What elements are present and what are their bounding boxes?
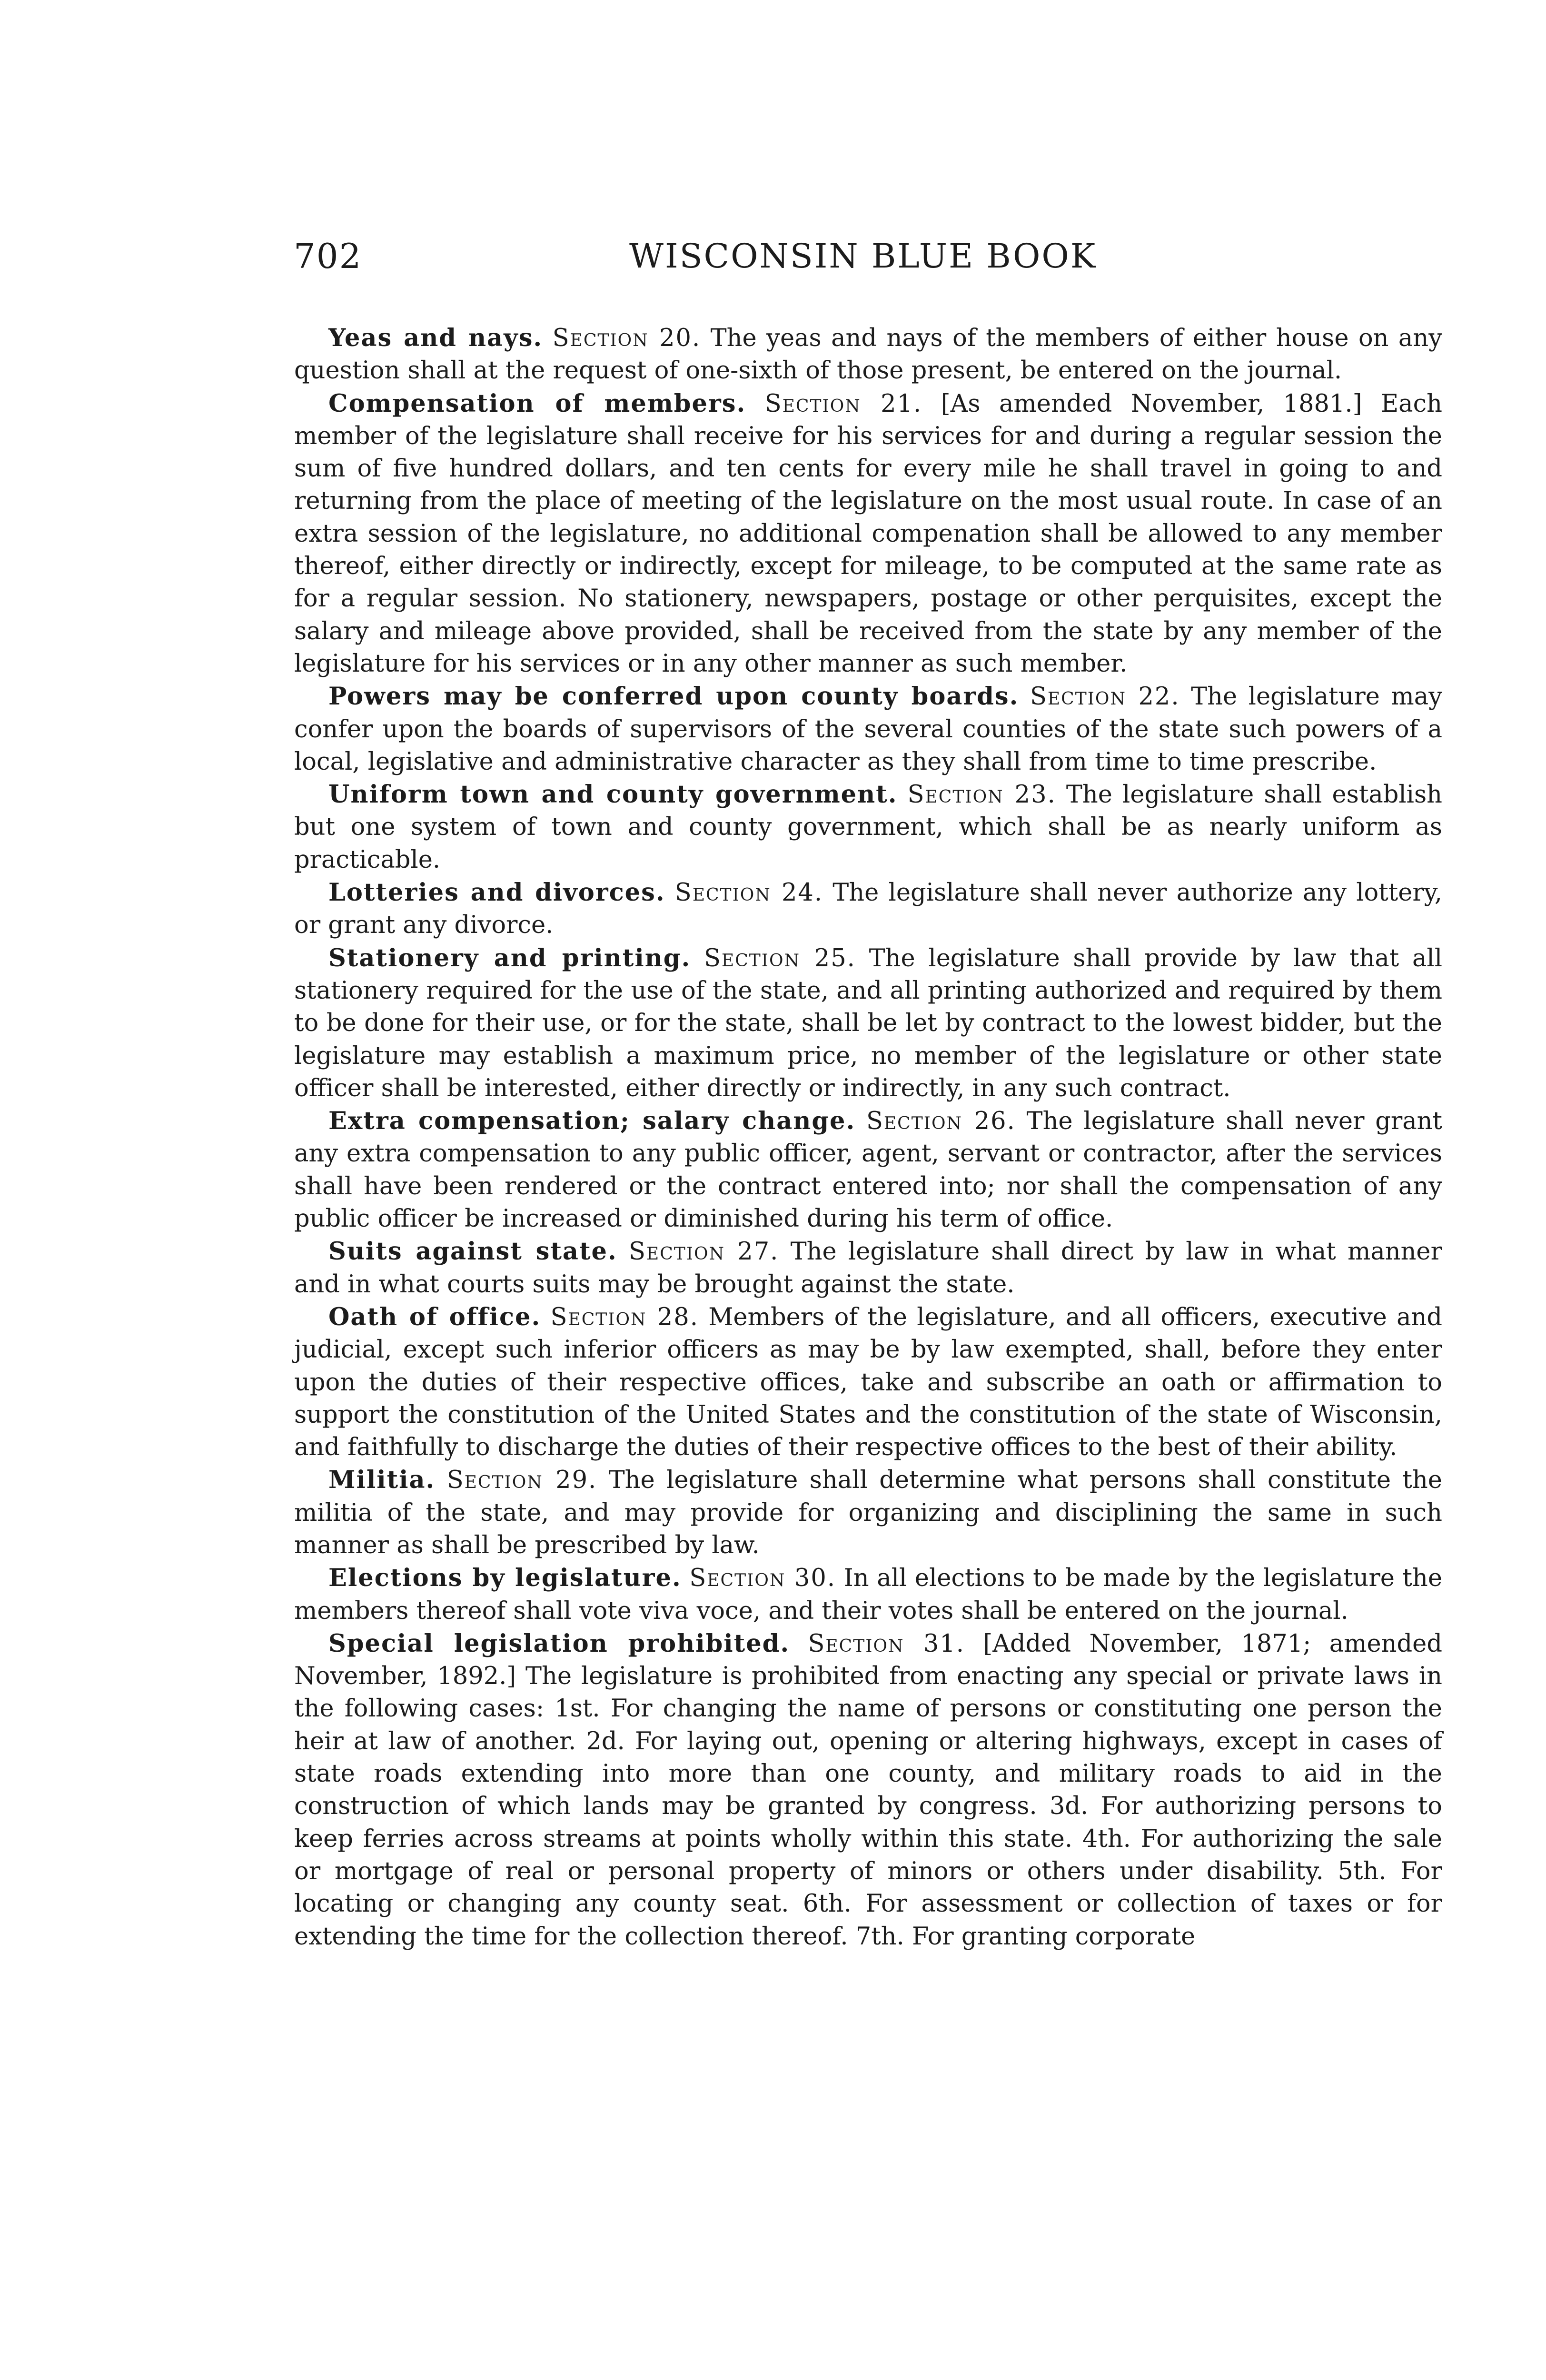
section-number: Section 24.	[674, 879, 823, 907]
section-number: Section 26.	[866, 1107, 1016, 1136]
section-21-paragraph	[294, 387, 1442, 681]
section-number: Section 22.	[1030, 683, 1180, 711]
section-number: Section 25.	[704, 944, 856, 972]
section-heading: Lotteries and divorces.	[328, 878, 665, 907]
section-text: The legislature shall provide by law that all stationery required for the use of the state, and all printing authorized and required by them to be done for their use, or for the state, shall be let by contract to the lowest bidder, but the legislature may establish a maximum price, no member of the legislature or other state officer shall be interested, either directly or indirectly, in any such contract.	[294, 944, 1443, 1102]
section-number: Section 23.	[907, 781, 1056, 809]
section-26-paragraph	[294, 1105, 1442, 1235]
section-31-paragraph	[294, 1627, 1442, 1953]
section-text: Members of the legislature, and all officers, executive and judicial, except such inferior officers as may be by law exempted, shall, before they enter upon the duties of their respective offices, take and subscribe an oath or affirmation to support the constitution of the United States and the constitution of the state of Wisconsin, and faithfully to discharge the duties of their respective offices to the best of their ability.	[294, 1303, 1442, 1462]
section-number: Section 27.	[628, 1238, 779, 1266]
section-23-paragraph	[294, 778, 1442, 876]
section-text: The legislature shall determine what persons shall constitute the militia of the state, and may provide for organizing and disciplining the same in such manner as shall be prescribed by law.	[294, 1466, 1442, 1559]
section-25-paragraph	[294, 942, 1442, 1105]
section-heading: Oath of office.	[328, 1302, 541, 1331]
section-text: The legislature shall never authorize any lottery, or grant any divorce.	[294, 879, 1443, 940]
section-heading: Extra compensation; salary change.	[328, 1107, 856, 1136]
section-heading: Suits against state.	[328, 1237, 617, 1266]
section-20-paragraph	[294, 322, 1442, 387]
section-number: Section 28.	[550, 1303, 699, 1331]
section-28-paragraph	[294, 1301, 1442, 1464]
section-number: Section 29.	[446, 1466, 597, 1495]
constitution-text	[294, 322, 1442, 1953]
section-heading: Compensation of members.	[328, 389, 746, 418]
running-title: WISCONSIN BLUE BOOK	[629, 237, 1097, 276]
section-number: Section 31.	[808, 1629, 965, 1658]
section-heading: Elections by legislature.	[328, 1564, 682, 1593]
section-22-paragraph	[294, 680, 1442, 778]
section-text: [Added November, 1871; amended November, 1892.] The legislature is prohibited from enacting any special or private laws in the following cases: 1st. For changing the name of persons or constituting one person the heir at law of another. 2d. For laying out, opening or altering highways, except in cases of state roads extending into more than one county, and military roads to aid in the construction of which lands may be granted by congress. 3d. For authorizing persons to keep ferries across streams at points wholly within this state. 4th. For authorizing the sale or mortgage of real or personal property of minors or others under disability. 5th. For locating or changing any county seat. 6th. For assessment or collection of taxes or for extending the time for the collection thereof. 7th. For granting corporate	[294, 1629, 1442, 1951]
section-heading: Uniform town and county government.	[328, 780, 898, 809]
section-heading: Militia.	[328, 1466, 436, 1495]
section-heading: Powers may be conferred upon county boards.	[328, 682, 1019, 711]
section-number: Section 20.	[552, 324, 701, 352]
section-text: The legislature shall direct by law in what manner and in what courts suits may be brought against the state.	[294, 1238, 1442, 1299]
section-text: The legislature shall never grant any extra compensation to any public officer, agent, servant or contractor, after the services shall have been rendered or the contract entered into; nor shall the compensation of any public officer be increased or diminished during his term of office.	[294, 1107, 1442, 1233]
section-24-paragraph	[294, 876, 1442, 942]
page-header	[294, 232, 1103, 280]
section-29-paragraph	[294, 1464, 1442, 1562]
section-text: The yeas and nays of the members of either house on any question shall at the request of one-sixth of those present, be entered on the journal.	[294, 324, 1443, 385]
section-text: The legislature may confer upon the boards of supervisors of the several counties of the state such powers of a local, legislative and administrative character as they shall from time to time prescribe.	[294, 683, 1443, 776]
section-number: Section 30.	[689, 1564, 836, 1593]
section-text: [As amended November, 1881.] Each member of the legislature shall receive for his services for and during a regular session the sum of five hundred dollars, and ten cents for every mile he shall travel in going to and returning from the place of meeting of the legislature on the most usual route. In case of an extra session of the legislature, no additional compenation shall be allowed to any member thereof, either directly or indirectly, except for mileage, to be computed at the same rate as for a regular session. No stationery, newspapers, postage or other perquisites, except the salary and mileage above provided, shall be received from the state by any member of the legislature for his services or in any other manner as such member.	[294, 389, 1443, 678]
section-heading: Yeas and nays.	[328, 324, 543, 352]
section-number: Section 21.	[764, 389, 922, 418]
section-27-paragraph	[294, 1235, 1442, 1301]
section-text: The legislature shall establish but one system of town and county government, which shall be as nearly uniform as practicable.	[294, 781, 1443, 874]
section-heading: Special legislation prohibited.	[328, 1629, 790, 1658]
section-30-paragraph	[294, 1562, 1442, 1627]
section-heading: Stationery and printing.	[328, 943, 691, 972]
page-number: 702	[294, 236, 362, 276]
section-text: In all elections to be made by the legislature the members thereof shall vote viva voce, and their votes shall be entered on the journal.	[294, 1564, 1443, 1625]
